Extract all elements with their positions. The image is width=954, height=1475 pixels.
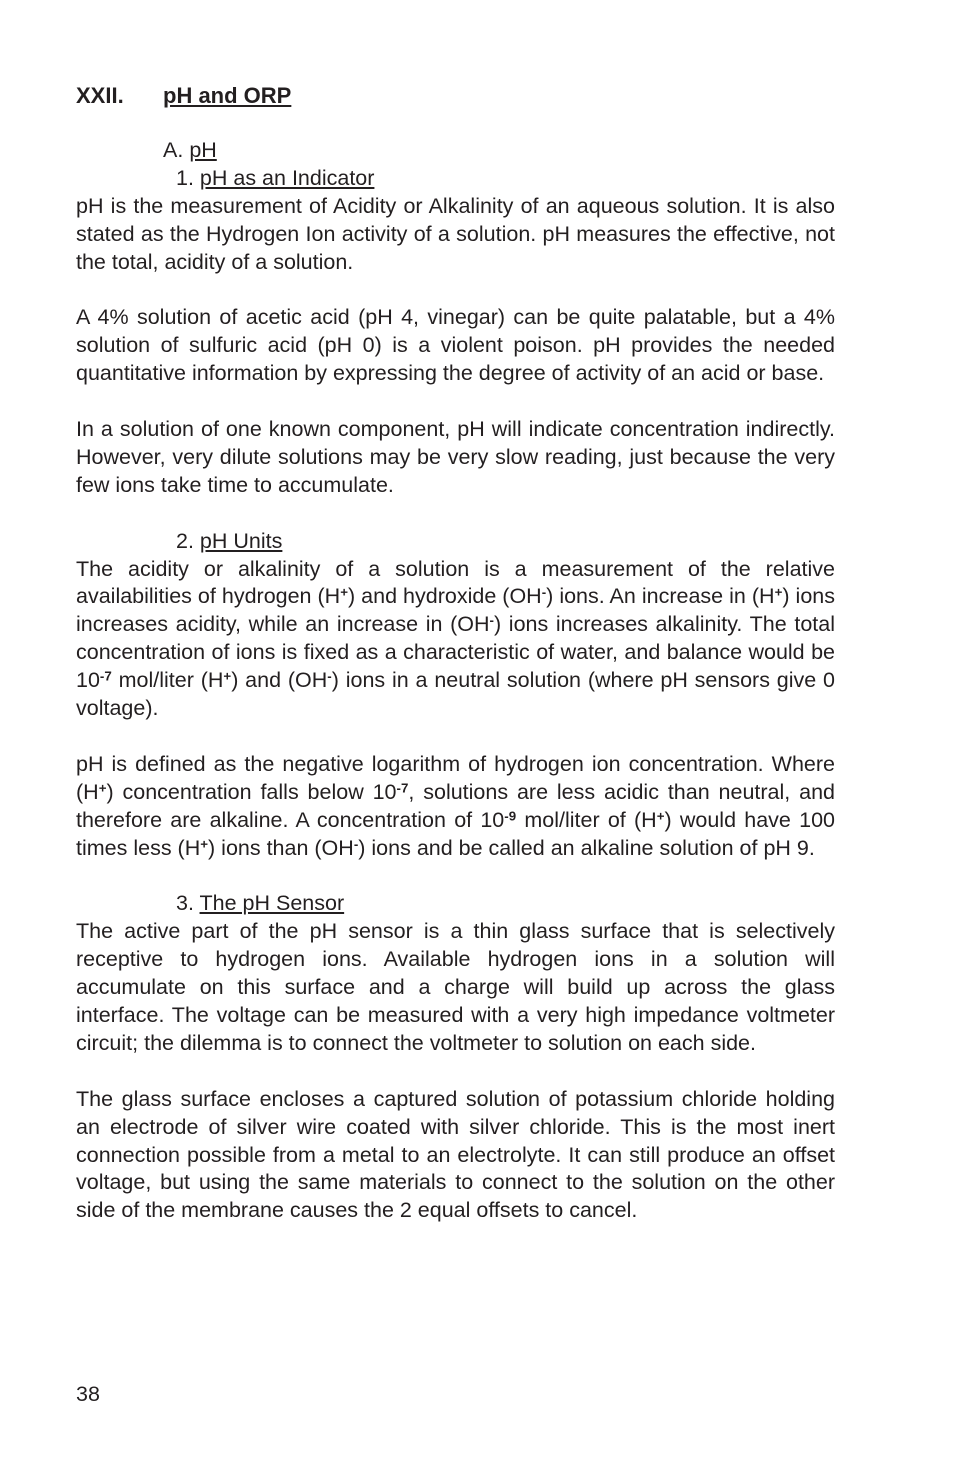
document-page [76, 82, 835, 1225]
p5-superscript: - [353, 835, 359, 851]
p5-text: ) ions than (OH [208, 835, 354, 860]
p4-superscript: + [340, 584, 349, 600]
p5-superscript: -9 [504, 808, 517, 824]
p4-text: The acidity or alkalinity of a solution is a measurement of the relative availabilities of hydrogen (H [76, 556, 835, 609]
p4-superscript: + [223, 668, 232, 684]
p5-text: ) ions and be called an alkaline solution of pH 9. [358, 835, 815, 860]
paragraph-4 [76, 556, 835, 723]
section-title: pH and ORP [163, 83, 292, 108]
p4-text: ) ions increases acidity, while an increase in (OH [76, 584, 835, 637]
paragraph-3: In a solution of one known component, pH will indicate concentration indirectly. However, very dilute solutions may be very slow reading, just because the very few ions take time to accumulate. [76, 417, 835, 497]
p5-text: mol/liter of (H [516, 807, 657, 832]
subsection-a-heading [76, 137, 835, 165]
p4-superscript: -7 [99, 668, 112, 684]
p5-superscript: + [200, 835, 209, 851]
p5-superscript: + [656, 808, 665, 824]
paragraph-2: A 4% solution of acetic acid (pH 4, vinegar) can be quite palatable, but a 4% solution of sulfuric acid (pH 0) is a violent poison. pH provides the needed quantitative information by expressing the degree of activity of an acid or base. [76, 305, 835, 386]
item2-label: 2. [176, 528, 194, 553]
item3-title: The pH Sensor [199, 891, 345, 916]
p4-text: ) and (OH [231, 668, 328, 693]
p4-superscript: - [327, 668, 332, 684]
p4-text: ) ions. An increase in (H [546, 584, 775, 609]
section-heading [76, 82, 835, 110]
p5-superscript: -7 [396, 780, 409, 796]
item3-label: 3. [176, 891, 194, 916]
p5-superscript: + [98, 780, 107, 796]
p4-superscript: - [541, 584, 547, 600]
p5-text: pH is defined as the negative logarithm of hydrogen ion concentration. Where (H [76, 751, 835, 804]
p5-text: ) would have 100 times less (H [76, 807, 835, 860]
paragraph-7: The glass surface encloses a captured solution of potassium chloride holding an electrode of silver wire coated with silver chloride. This is the most inert connection possible from a metal to an electrolyte. It can still produce an offset voltage, but using the same materials to connect to the solution on the other side of the membrane causes the 2 equal offsets to cancel. [76, 1086, 835, 1223]
paragraph-6: The active part of the pH sensor is a thin glass surface that is selectively receptive to hydrogen ions. Available hydrogen ions in a solution will accumulate on this surface and a charge will build up across the glass interface. The voltage can be measured with a very high impedance voltmeter circuit; the dilemma is to connect the voltmeter to solution on each side. [76, 919, 835, 1055]
p4-superscript: + [774, 584, 783, 600]
subsection-a-label: A. [163, 138, 184, 162]
section-number: XXII. [76, 83, 124, 108]
item1-label: 1. [176, 165, 194, 190]
paragraph-1: pH is the measurement of Acidity or Alkalinity of an aqueous solution. It is also stated as the Hydrogen Ion activity of a solution. pH measures the effective, not the total, acidity of a solution. [76, 193, 835, 274]
p5-text: ) concentration falls below 10 [106, 779, 397, 804]
item2-heading [76, 528, 835, 556]
item1-title: pH as an Indicator [199, 165, 375, 190]
p4-superscript: - [489, 612, 494, 628]
p4-text: ) ions increases alkalinity. The total concentration of ions is fixed as a characteristic of water, and balance would be 10 [76, 612, 835, 693]
p4-text: ) ions in a neutral solution (where pH sensors give 0 voltage). [76, 668, 835, 721]
subsection-a-title: pH [189, 138, 217, 162]
p5-text: , solutions are less acidic than neutral, and therefore are alkaline. A concentration of 10 [76, 779, 835, 832]
item3-heading [76, 890, 835, 918]
item1-heading [76, 165, 835, 193]
item2-title: pH Units [199, 528, 283, 553]
paragraph-5 [76, 751, 835, 863]
p4-text: mol/liter (H [111, 668, 224, 693]
p4-text: ) and hydroxide (OH [348, 584, 542, 609]
page-number: 38 [76, 1382, 100, 1406]
